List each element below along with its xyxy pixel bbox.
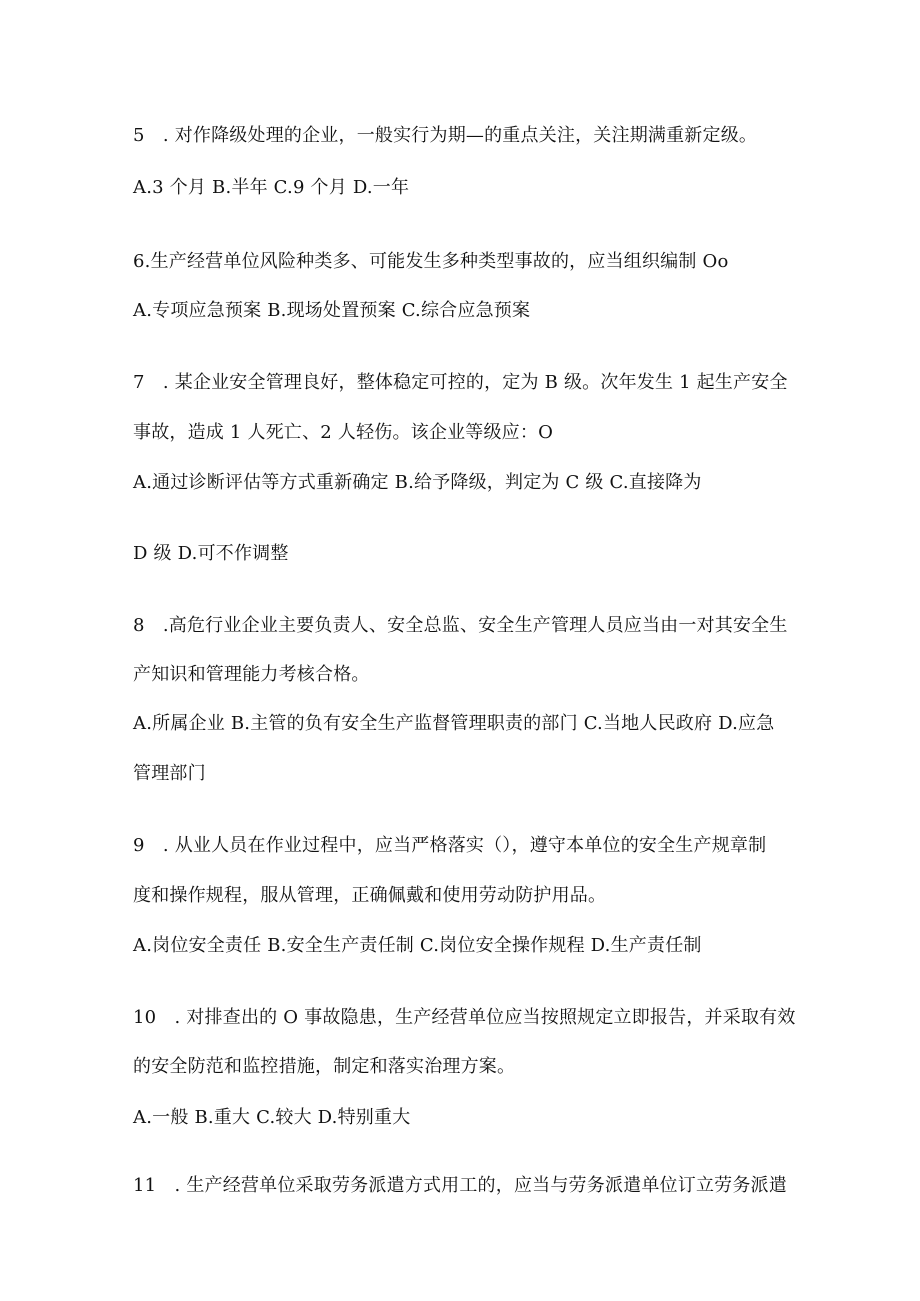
question-7-options-line-1: A.通过诊断评估等方式重新确定 B.给予降级，判定为 C 级 C.直接降为 [133,472,702,493]
question-8-options-line-1: A.所属企业 B.主管的负有安全生产监督管理职责的部门 C.当地人民政府 D.应急 [133,713,775,734]
question-9-stem-line-1: 9 . 从业人员在作业过程中，应当严格落实（），遵守本单位的安全生产规章制 [133,835,767,856]
question-8-stem-line-1: 8 .高危行业企业主要负责人、安全总监、安全生产管理人员应当由一对其安全生 [133,615,788,636]
question-10-options: A.一般 B.重大 C.较大 D.特别重大 [133,1107,411,1128]
question-7-options-line-2: D 级 D.可不作调整 [133,543,289,564]
question-6-options: A.专项应急预案 B.现场处置预案 C.综合应急预案 [133,300,531,321]
question-9-stem-line-2: 度和操作规程，服从管理，正确佩戴和使用劳动防护用品。 [133,885,607,906]
question-6-stem: 6.生产经营单位风险种类多、可能发生多种类型事故的，应当组织编制 Oo [133,251,729,272]
question-5-stem: 5 . 对作降级处理的企业，一般实行为期—的重点关注，关注期满重新定级。 [133,125,758,146]
question-9-options: A.岗位安全责任 B.安全生产责任制 C.岗位安全操作规程 D.生产责任制 [133,935,702,956]
question-10-stem-line-2: 的安全防范和监控措施，制定和落实治理方案。 [133,1056,516,1077]
question-7-stem-line-1: 7 . 某企业安全管理良好，整体稳定可控的，定为 B 级。次年发生 1 起生产安全 [133,372,788,393]
question-8-options-line-2: 管理部门 [133,763,206,784]
question-11-stem-line-1: 11 . 生产经营单位采取劳务派遣方式用工的，应当与劳务派遣单位订立劳务派遣 [133,1175,787,1196]
question-7-stem-line-2: 事故，造成 1 人死亡、2 人轻伤。该企业等级应：O [133,422,554,443]
question-5-options: A.3 个月 B.半年 C.9 个月 D.一年 [133,177,410,198]
question-8-stem-line-2: 产知识和管理能力考核合格。 [133,664,370,685]
question-10-stem-line-1: 10 . 对排查出的 O 事故隐患，生产经营单位应当按照规定立即报告，并采取有效 [133,1007,796,1028]
